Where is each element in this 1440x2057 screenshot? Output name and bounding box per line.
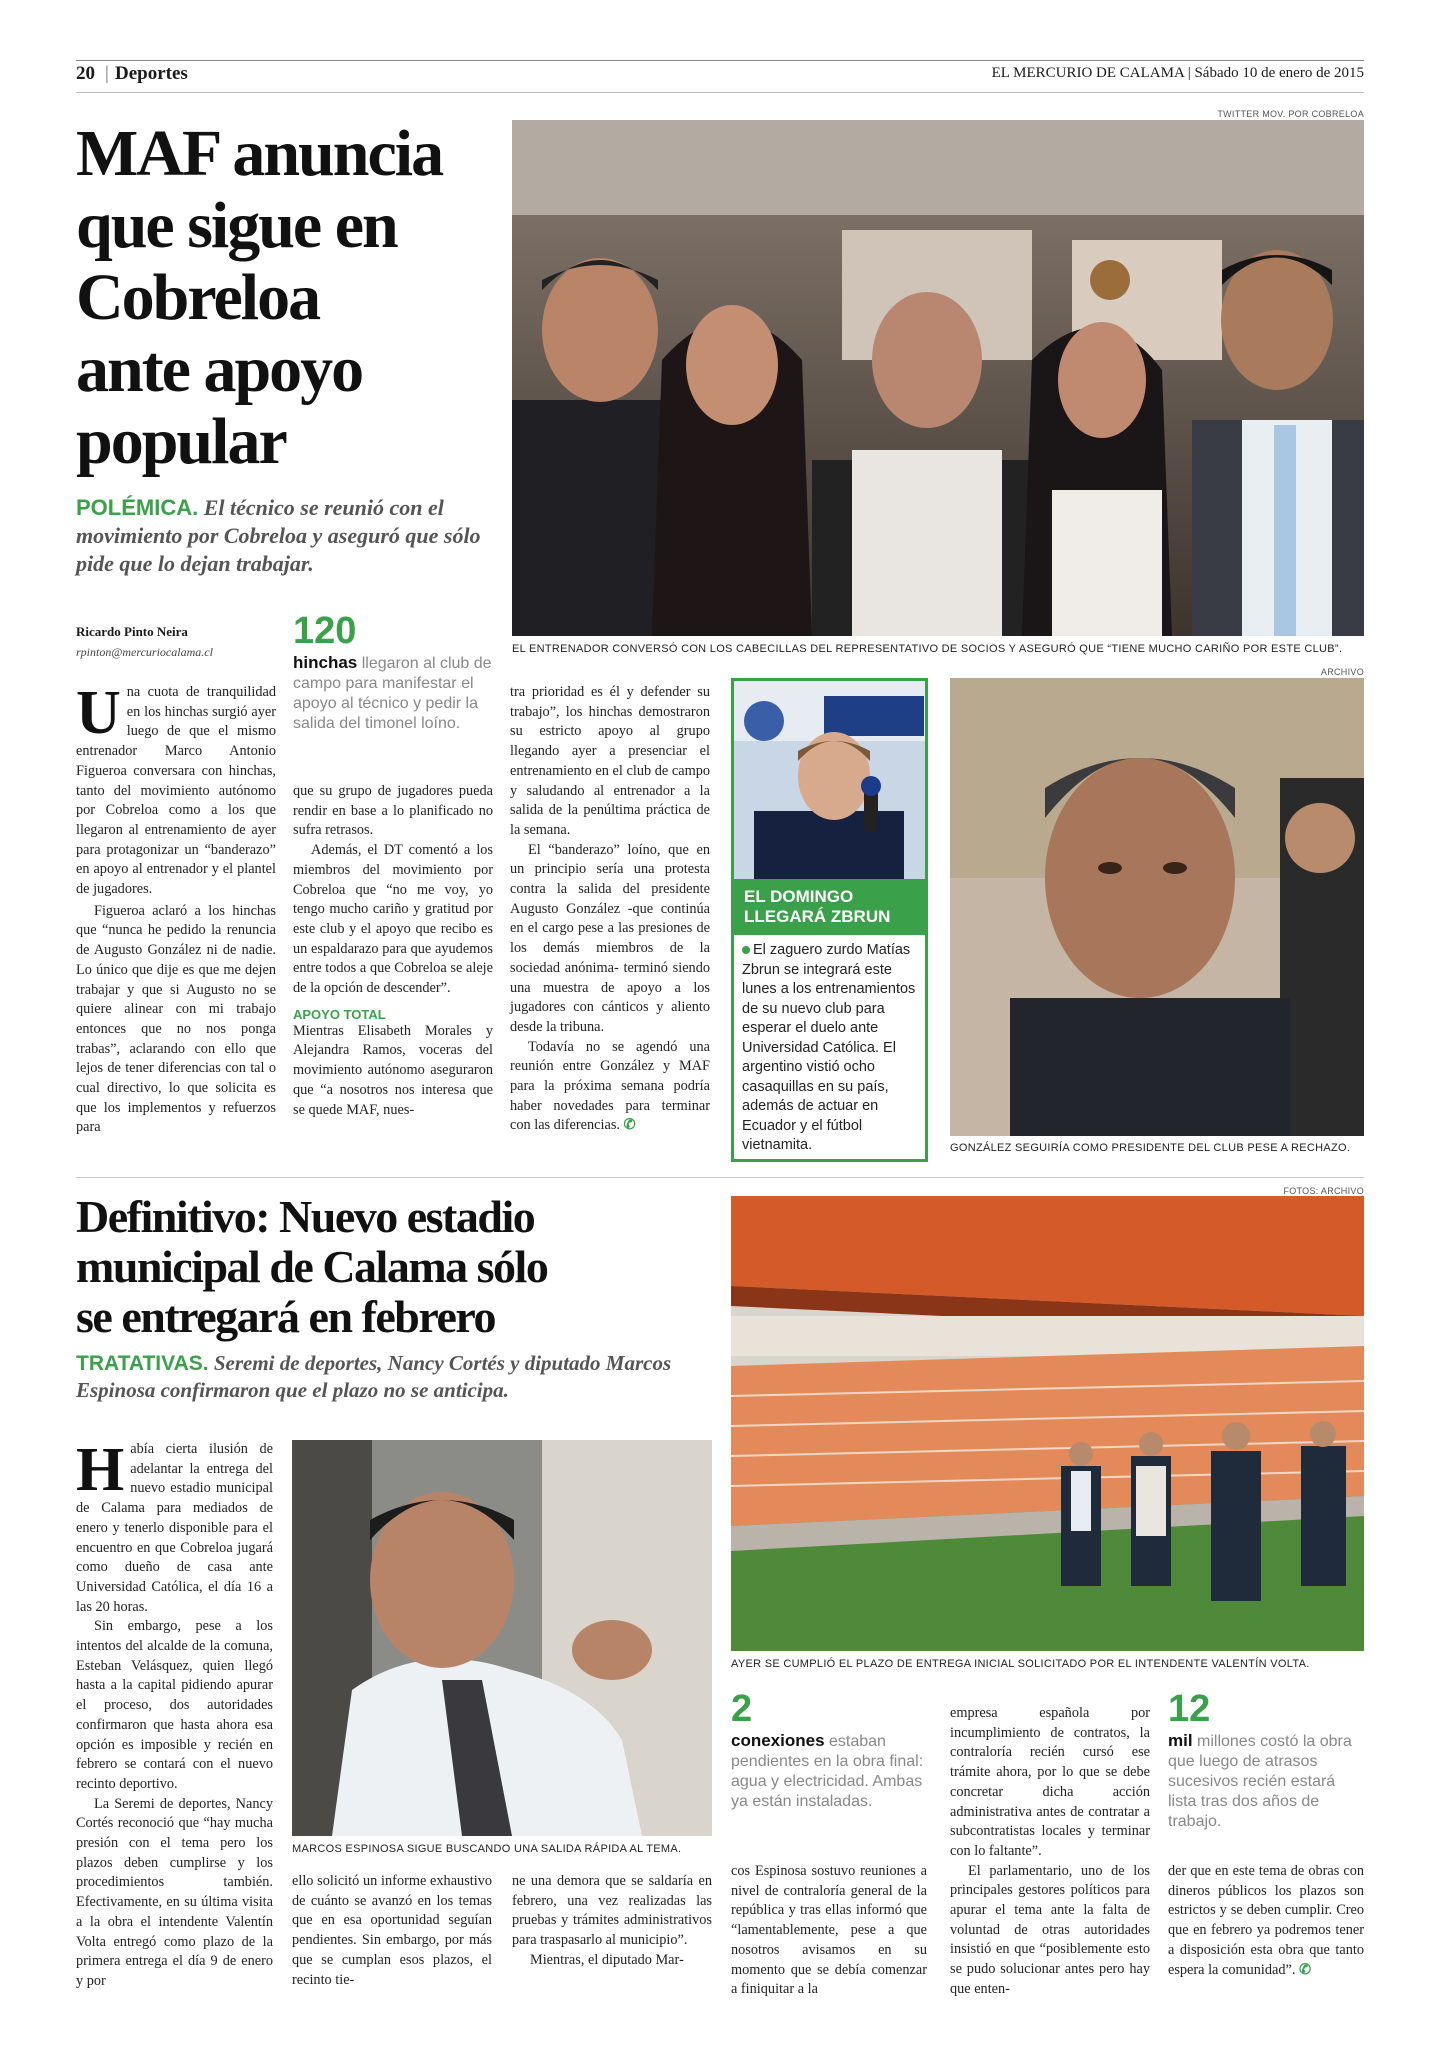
fact-number: 12 bbox=[1168, 1688, 1211, 1730]
photo3-caption: GONZÁLEZ SEGUIRÍA COMO PRESIDENTE DEL CLUB PESE A RECHAZO. bbox=[950, 1142, 1351, 1154]
paragraph: La Seremi de deportes, Nancy Cortés reconoció que “hay mucha presión con el tema pero los plazos deben cumplirse y los procedimientos también. Efectivamente, en su última visita a la obra el intendente Valentín Volta entregó como plazo de la primera entrega el día 9 de enero y por bbox=[76, 1795, 273, 1989]
fact-box-12 bbox=[1168, 1688, 1364, 1832]
fact-description bbox=[293, 653, 493, 734]
headline-line: MAF anuncia bbox=[76, 117, 443, 190]
fact-label: conexiones bbox=[731, 1731, 825, 1750]
group-photo bbox=[512, 120, 1364, 636]
subheading-apoyo-total: APOYO TOTAL bbox=[293, 1006, 386, 1022]
paragraph: Mientras Elisabeth Morales y Alejandra Ramos, voceras del movimiento autónomo aseguraron que “a nosotros nos interesa que se quede MAF, nues- bbox=[293, 1022, 493, 1118]
article2-column-4 bbox=[731, 1862, 927, 2000]
paragraph bbox=[1168, 1862, 1364, 1980]
stadium-photo bbox=[731, 1196, 1364, 1651]
article1-subhead bbox=[76, 494, 486, 578]
gonzalez-photo bbox=[950, 678, 1364, 1136]
headline-line: municipal de Calama sólo bbox=[76, 1241, 548, 1292]
paragraph: El parlamentario, uno de los principales gestores políticos para apurar el tema ante la falta de voluntad de otras autoridades insistió en que “posiblemente esto se pudo solucionar antes pero hay que enten- bbox=[950, 1862, 1150, 1997]
fact-label: mil bbox=[1168, 1731, 1193, 1750]
header-separator: | bbox=[105, 63, 109, 84]
paragraph: Además, el DT comentó a los miembros del movimiento por Cobreloa que “no me voy, yo tengo mucho cariño y gratitud por este club y el apoyo que recibo es un espaldarazo para que ayudemos entre todos a que Cobreloa se aleje de la opción de descender”. bbox=[293, 842, 493, 997]
paragraph: cos Espinosa sostuvo reuniones a nivel de contraloría general de la república y tras ellas informó que “lamentablemente, pese a que nosotros avisamos en su momento que se debía comenzar a finiquitar a la bbox=[731, 1863, 927, 1998]
author-name: Ricardo Pinto Neira bbox=[76, 624, 188, 639]
article1-column-2 bbox=[293, 782, 493, 1120]
dropcap: H bbox=[76, 1436, 125, 1504]
article2-kicker: TRATATIVAS. bbox=[76, 1352, 209, 1375]
article1-subhead-text: El técnico se reunió con el movimiento por Cobreloa y aseguró que sólo pide que lo dejan trabajar. bbox=[76, 495, 481, 576]
fact-description bbox=[1168, 1731, 1364, 1832]
sidebar-title: EL DOMINGO LLEGARÁ ZBRUN bbox=[734, 879, 925, 935]
article2-column-1 bbox=[76, 1436, 273, 1992]
fact-text: millones costó la obra que luego de atrasos sucesivos recién estará lista tras dos años de trabajo. bbox=[1168, 1733, 1352, 1830]
headline-line: popular bbox=[76, 405, 286, 478]
article2-column-3 bbox=[512, 1872, 712, 1971]
paragraph-text: Todavía no se agendó una reunión entre González y MAF para la próxima semana podría haber novedades para terminar con las diferencias. bbox=[510, 1038, 710, 1134]
end-mark-icon: ✆ bbox=[1299, 1961, 1311, 1978]
header-top-rule bbox=[76, 60, 1364, 61]
article2-photo-credit: FOTOS: ARCHIVO bbox=[1283, 1186, 1364, 1196]
fact-number: 120 bbox=[293, 610, 357, 652]
paragraph: tra prioridad es él y defender su trabajo”, los hinchas demostraron su estricto apoyo al grupo llegando ayer a presenciar el entrenamiento en el club de campo y saludando al entrenador a la salida de la penúltima práctica de la semana. bbox=[510, 684, 710, 838]
paragraph-text: na cuota de tranquilidad en los hinchas surgió ayer luego de que el mismo entrenador Marco Antonio Figueroa conversara con hinchas, tanto del movimiento autónomo por Cobreloa como a los que llegaron al entrenamiento de ayer para protagonizar un “banderazo” en apoyo al entrenador y el plantel de jugadores. bbox=[76, 684, 276, 898]
paragraph: Figueroa aclaró a los hinchas que “nunca he pedido la renuncia de Augusto González ni de nadie. Lo único que dije es que me dejen trabajar y que si Augusto no se quiere alinear con mi trabajo entonces que no nos ponga trabas”, aclarando con ello que lejos de tener diferencias con tal o cual directivo, lo que solicita es que los implementos y refuerzos para bbox=[76, 902, 276, 1136]
paragraph bbox=[76, 1436, 273, 1617]
paragraph: que su grupo de jugadores pueda rendir en base a lo planificado no sufra retrasos. bbox=[293, 783, 493, 839]
stadium-caption: AYER SE CUMPLIÓ EL PLAZO DE ENTREGA INICIAL SOLICITADO POR EL INTENDENTE VALENTÍN VOLTA. bbox=[731, 1658, 1310, 1670]
article2-column-6 bbox=[1168, 1862, 1364, 1980]
article2-subhead bbox=[76, 1350, 716, 1404]
fact-number: 2 bbox=[731, 1688, 753, 1730]
section-divider bbox=[76, 1177, 1364, 1178]
photo3-credit: ARCHIVO bbox=[1320, 667, 1364, 677]
fact-description bbox=[731, 1731, 927, 1812]
article1-column-1 bbox=[76, 679, 276, 1138]
headline-line: se entregará en febrero bbox=[76, 1291, 495, 1342]
article2-column-5 bbox=[950, 1704, 1150, 2000]
fact-label: hinchas bbox=[293, 653, 358, 672]
paragraph-text: der que en este tema de obras con dineros públicos los plazos son estrictos y se deben cumplir. Creo que en febrero ya podremos tener a disposición esta obra que tanto espera la comunidad”. bbox=[1168, 1863, 1364, 1978]
paragraph: ello solicitó un informe exhaustivo de cuánto se avanzó en los temas que en esa oportunidad seguían pendientes. Sin embargo, por más que se cumplan esos plazos, el recinto tie- bbox=[292, 1873, 492, 1988]
sidebar-zbrun bbox=[731, 678, 928, 1162]
article2-headline bbox=[76, 1192, 716, 1342]
paragraph: ne una demora que se saldaría en febrero, una vez realizadas las pruebas y trámites administrativos para traspasarlo al municipio”. bbox=[512, 1873, 712, 1949]
masthead: EL MERCURIO DE CALAMA | Sábado 10 de enero de 2015 bbox=[991, 65, 1364, 81]
paragraph-text: abía cierta ilusión de adelantar la entrega del nuevo estadio municipal de Calama para mediados de enero y tenerlo disponible para el encuentro en que Cobreloa jugará como dueño de casa ante Universidad Católica, el día 16 a las 20 horas. bbox=[76, 1441, 273, 1615]
paragraph bbox=[510, 1038, 710, 1137]
espinosa-photo bbox=[292, 1440, 712, 1836]
end-mark-icon: ✆ bbox=[623, 1117, 636, 1134]
sidebar-text-content: El zaguero zurdo Matías Zbrun se integrará este lunes a los entrenamientos de su nuevo club para esperar el duelo ante Universidad Católica. El argentino vistió ocho casaquillas en su país, además de actuar en Ecuador y el fútbol vietnamita. bbox=[742, 942, 916, 1153]
bullet-icon bbox=[742, 946, 750, 954]
article1-headline bbox=[76, 118, 496, 478]
photo1-caption: EL ENTRENADOR CONVERSÓ CON LOS CABECILLAS DEL REPRESENTATIVO DE SOCIOS Y ASEGURÓ QUE “TIENE MUCHO CARIÑO POR ESTE CLUB”. bbox=[512, 643, 1343, 655]
headline-line: que sigue en bbox=[76, 189, 397, 262]
dropcap: U bbox=[76, 679, 121, 747]
article1-column-3 bbox=[510, 683, 710, 1136]
header-bottom-rule bbox=[76, 92, 1364, 93]
paragraph: Mientras, el diputado Mar- bbox=[530, 1951, 684, 1968]
headline-line: ante apoyo bbox=[76, 333, 363, 406]
headline-line: Definitivo: Nuevo estadio bbox=[76, 1191, 535, 1242]
article2-subhead-text: Seremi de deportes, Nancy Cortés y diputado Marcos Espinosa confirmaron que el plazo no se anticipa. bbox=[76, 1351, 672, 1402]
author-email[interactable]: rpinton@mercuriocalama.cl bbox=[76, 645, 213, 659]
photo1-credit: TWITTER MOV. POR COBRELOA bbox=[1217, 109, 1364, 119]
paragraph: Sin embargo, pese a los intentos del alcalde de la comuna, Esteban Velásquez, quien llegó hasta a la capital pidiendo apurar el proceso, dos autoridades confirmaron que hasta ahora esa opción es imposible y recién en febrero se contará con el nuevo recinto deportivo. bbox=[76, 1618, 273, 1792]
espinosa-caption: MARCOS ESPINOSA SIGUE BUSCANDO UNA SALIDA RÁPIDA AL TEMA. bbox=[292, 1843, 682, 1855]
paragraph: empresa española por incumplimiento de contratos, la contraloría recién cursó ese trámite ahora, por lo que se debe concretar dicha acción administrativa antes de contratar a subcontratistas locales y terminar con lo faltante”. bbox=[950, 1705, 1150, 1859]
paragraph bbox=[76, 679, 276, 900]
sidebar-text bbox=[734, 935, 925, 1162]
article1-kicker: POLÉMICA. bbox=[76, 495, 199, 520]
paragraph: El “banderazo” loíno, que en un principio sería una protesta contra la salida del presidente Augusto González -que continúa en el cargo pese a las presiones de los demás miembros de la sociedad anónima- terminó siendo una muestra de apoyo a los jugadores con cánticos y aliento desde la tribuna. bbox=[510, 841, 710, 1035]
fact-box-2 bbox=[731, 1688, 927, 1812]
article2-column-2 bbox=[292, 1872, 492, 1990]
fact-box-120 bbox=[293, 610, 493, 734]
fact-text: llegaron al club de campo para manifestar el apoyo al técnico y pedir la salida del timonel loíno. bbox=[293, 655, 492, 732]
zbrun-photo bbox=[734, 681, 925, 879]
section-name: Deportes bbox=[115, 63, 188, 84]
page-number: 20 bbox=[76, 63, 95, 84]
fact-text: estaban pendientes en la obra final: agua y electricidad. Ambas ya están instaladas. bbox=[731, 1733, 924, 1810]
headline-line: Cobreloa bbox=[76, 261, 320, 334]
